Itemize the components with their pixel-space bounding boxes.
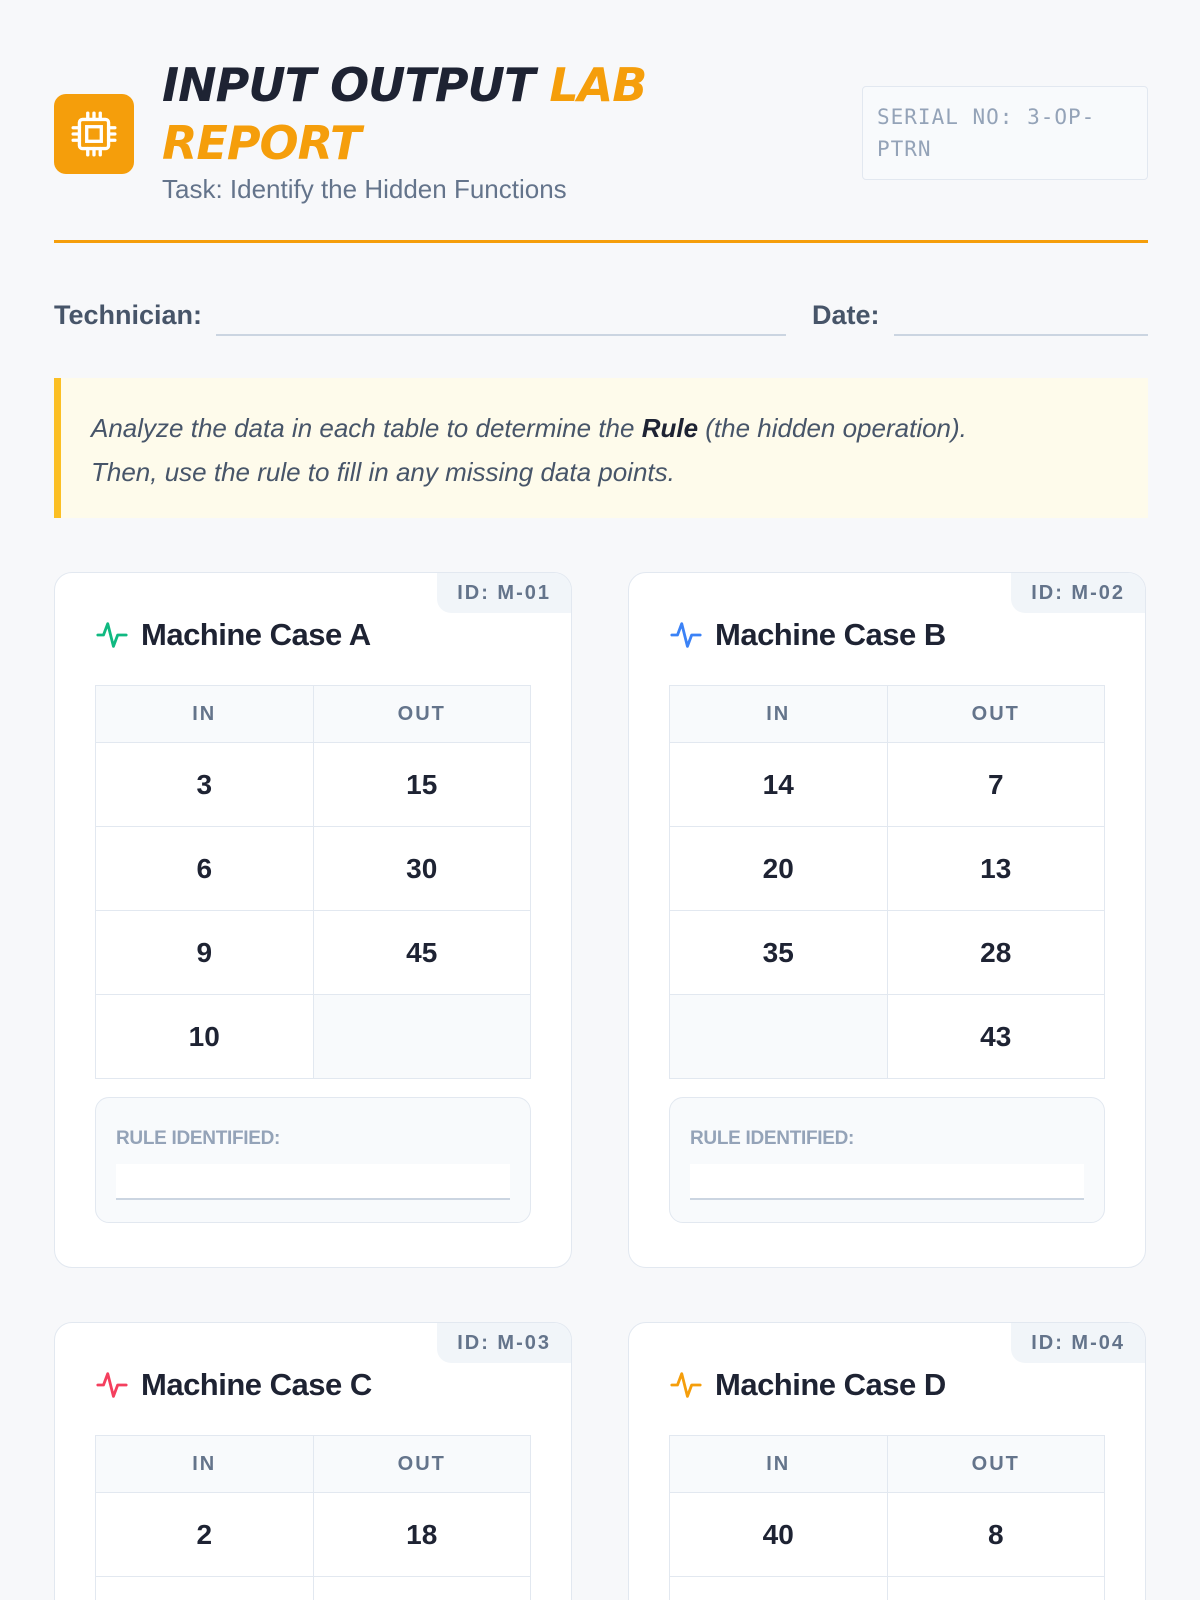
- machine-card-c: [54, 1322, 572, 1600]
- card-header: [669, 1365, 946, 1405]
- column-header-out: OUT: [887, 1436, 1105, 1493]
- card-header: [669, 615, 946, 655]
- column-header-in: IN: [670, 686, 888, 743]
- header-divider: [54, 240, 1148, 243]
- rule-label: RULE IDENTIFIED:: [690, 1128, 855, 1149]
- cell-in: [670, 1577, 888, 1600]
- date-field[interactable]: [894, 334, 1148, 336]
- card-title: Machine Case D: [715, 1367, 946, 1402]
- cell-in: 14: [670, 743, 888, 827]
- serial-number-box: [862, 86, 1148, 180]
- cell-out: 8: [887, 1493, 1105, 1577]
- rule-label: RULE IDENTIFIED:: [116, 1128, 281, 1149]
- card-id-badge: ID: M-02: [1011, 573, 1145, 613]
- cell-in: 40: [670, 1493, 888, 1577]
- card-title: Machine Case A: [141, 617, 371, 652]
- cell-out: 15: [313, 743, 531, 827]
- table-row: [670, 911, 1105, 995]
- serial-line-1: SERIAL NO: 3-OP-: [877, 105, 1096, 129]
- rule-input[interactable]: [116, 1164, 510, 1200]
- technician-label: Technician:: [54, 300, 203, 330]
- cell-out: 7: [887, 743, 1105, 827]
- card-header: [95, 615, 371, 655]
- pulse-icon: [95, 1368, 129, 1402]
- card-header: [95, 1365, 372, 1405]
- cell-out: 43: [887, 995, 1105, 1079]
- cpu-chip-icon: [54, 94, 134, 174]
- serial-line-2: PTRN: [877, 137, 932, 161]
- cell-in: 10: [96, 995, 314, 1079]
- cell-in: 20: [670, 827, 888, 911]
- cell-out: [887, 1577, 1105, 1600]
- io-table: [669, 685, 1105, 1079]
- instruction-line-1: [91, 406, 1118, 450]
- rule-box: [669, 1097, 1105, 1223]
- machine-card-b: [628, 572, 1146, 1268]
- report-header: [54, 56, 1148, 242]
- io-table: [95, 685, 531, 1079]
- card-title: Machine Case C: [141, 1367, 372, 1402]
- column-header-in: IN: [670, 1436, 888, 1493]
- meta-row: [54, 296, 1148, 340]
- machine-card-d: [628, 1322, 1146, 1600]
- title-main: INPUT OUTPUT: [162, 58, 535, 112]
- blank-out-cell[interactable]: [313, 995, 531, 1079]
- cell-in: 9: [96, 911, 314, 995]
- table-row: [96, 827, 531, 911]
- column-header-out: OUT: [887, 686, 1105, 743]
- column-header-in: IN: [96, 1436, 314, 1493]
- io-table: [669, 1435, 1105, 1600]
- pulse-icon: [669, 618, 703, 652]
- blank-in-cell[interactable]: [670, 995, 888, 1079]
- table-row: [96, 911, 531, 995]
- instruction-text-before: Analyze the data in each table to determine the: [91, 413, 642, 443]
- cell-out: 30: [313, 827, 531, 911]
- card-id-badge: ID: M-03: [437, 1323, 571, 1363]
- cell-out: 45: [313, 911, 531, 995]
- cell-out: 13: [887, 827, 1105, 911]
- table-row: [96, 743, 531, 827]
- cell-in: 6: [96, 827, 314, 911]
- cell-out: 28: [887, 911, 1105, 995]
- table-row: [670, 1577, 1105, 1600]
- instruction-line-2: Then, use the rule to fill in any missing data points.: [91, 457, 675, 487]
- column-header-in: IN: [96, 686, 314, 743]
- rule-input[interactable]: [690, 1164, 1084, 1200]
- cell-in: 35: [670, 911, 888, 995]
- page-subtitle: Task: Identify the Hidden Functions: [162, 174, 567, 204]
- instruction-bold: Rule: [641, 413, 699, 443]
- instruction-text-after: (the hidden operation).: [698, 413, 967, 443]
- cell-out: [313, 1577, 531, 1600]
- table-row: [670, 995, 1105, 1079]
- pulse-icon: [669, 1368, 703, 1402]
- title-accent-lab: LAB: [549, 58, 647, 112]
- cell-in: 2: [96, 1493, 314, 1577]
- cell-in: [96, 1577, 314, 1600]
- table-row: [96, 995, 531, 1079]
- instruction-callout: [54, 378, 1148, 518]
- title-accent-report: REPORT: [162, 116, 361, 170]
- card-id-badge: ID: M-04: [1011, 1323, 1145, 1363]
- column-header-out: OUT: [313, 686, 531, 743]
- cell-in: 3: [96, 743, 314, 827]
- rule-box: [95, 1097, 531, 1223]
- card-id-badge: ID: M-01: [437, 573, 571, 613]
- pulse-icon: [95, 618, 129, 652]
- table-row: [96, 1493, 531, 1577]
- date-label: Date:: [812, 300, 880, 330]
- technician-field[interactable]: [216, 334, 786, 336]
- machine-card-a: [54, 572, 572, 1268]
- table-row: [670, 743, 1105, 827]
- card-title: Machine Case B: [715, 617, 946, 652]
- io-table: [95, 1435, 531, 1600]
- column-header-out: OUT: [313, 1436, 531, 1493]
- table-row: [96, 1577, 531, 1600]
- page-title: [162, 56, 802, 172]
- table-row: [670, 1493, 1105, 1577]
- cell-out: 18: [313, 1493, 531, 1577]
- table-row: [670, 827, 1105, 911]
